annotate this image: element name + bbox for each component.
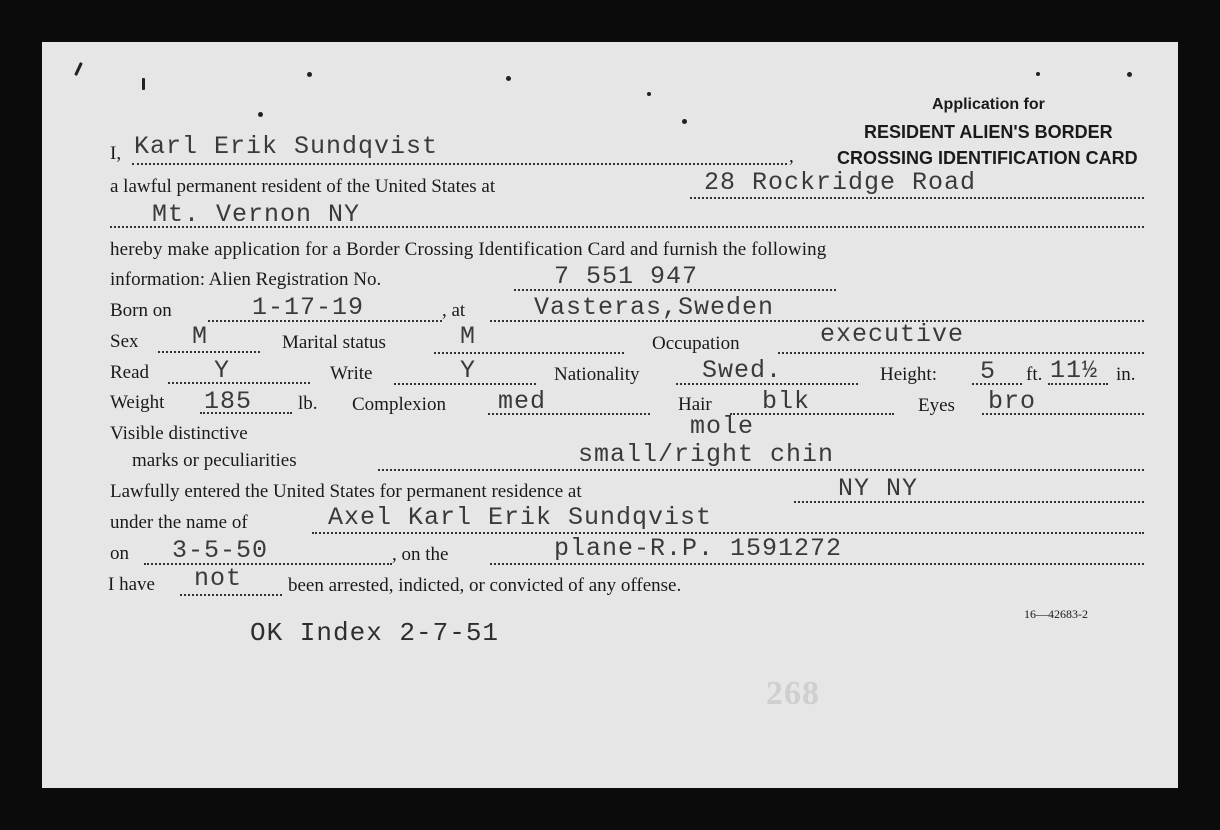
- scan-speck: [258, 112, 263, 117]
- index-note: OK Index 2-7-51: [250, 618, 500, 648]
- field-marital-status: M: [460, 322, 477, 351]
- label-marks: marks or peculiarities: [132, 450, 297, 471]
- dotted-line: [132, 163, 787, 165]
- dotted-line: [490, 563, 1144, 565]
- label-nationality: Nationality: [554, 364, 640, 385]
- faded-stamp: 268: [766, 675, 820, 712]
- scan-speck: [307, 72, 312, 77]
- label-marital-status: Marital status: [282, 332, 386, 353]
- label-sex: Sex: [110, 331, 139, 352]
- field-alien-reg-no: 7 551 947: [554, 262, 699, 291]
- field-address: 28 Rockridge Road: [704, 168, 977, 197]
- label-been-arrested: been arrested, indicted, or convicted of any offense.: [288, 575, 682, 596]
- field-sex: M: [192, 322, 209, 351]
- field-hair: blk: [762, 387, 811, 416]
- dotted-line: [690, 197, 1144, 199]
- header-crossing-card: CROSSING IDENTIFICATION CARD: [837, 148, 1138, 168]
- label-hair: Hair: [678, 394, 712, 415]
- label-comma: ,: [789, 146, 794, 167]
- label-eyes: Eyes: [918, 395, 955, 416]
- dotted-line: [778, 352, 1144, 354]
- field-entry-place: NY NY: [838, 474, 919, 503]
- field-nationality: Swed.: [702, 356, 783, 385]
- dotted-line: [158, 351, 260, 353]
- dotted-line: [394, 383, 536, 385]
- label-ft: ft.: [1026, 364, 1043, 385]
- dotted-line: [168, 382, 310, 384]
- label-i: I,: [110, 143, 122, 164]
- field-height-in: 11½: [1050, 356, 1099, 385]
- dotted-line: [200, 412, 292, 414]
- scan-speck: [142, 78, 145, 90]
- field-eyes: bro: [988, 387, 1037, 416]
- label-lawful-resident: a lawful permanent resident of the United States at: [110, 176, 496, 197]
- dotted-line: [144, 563, 392, 565]
- label-height: Height:: [880, 364, 937, 385]
- dotted-line: [794, 501, 1144, 503]
- scan-speck: [506, 76, 511, 81]
- field-birth-date: 1-17-19: [252, 293, 365, 322]
- label-hereby: hereby make application for a Border Crossing Identification Card and furnish the following: [110, 239, 827, 260]
- field-complexion: med: [498, 387, 547, 416]
- dotted-line: [514, 289, 836, 291]
- dotted-line: [110, 226, 1144, 228]
- field-height-ft: 5: [980, 357, 997, 386]
- label-read: Read: [110, 362, 150, 383]
- label-occupation: Occupation: [652, 333, 740, 354]
- field-birth-place: Vasteras,Sweden: [534, 293, 775, 322]
- dotted-line: [208, 320, 442, 322]
- field-occupation: executive: [820, 320, 965, 349]
- scan-speck: [1036, 72, 1040, 76]
- label-information: information: Alien Registration No.: [110, 269, 382, 290]
- label-write: Write: [330, 363, 373, 384]
- label-complexion: Complexion: [352, 394, 446, 415]
- label-under-name: under the name of: [110, 512, 248, 533]
- field-entry-date: 3-5-50: [172, 536, 269, 565]
- header-application-for: Application for: [932, 96, 1045, 113]
- dotted-line: [1048, 383, 1108, 385]
- field-weight: 185: [204, 387, 253, 416]
- field-entry-vessel: plane-R.P. 1591272: [554, 534, 843, 563]
- label-born-on: Born on: [110, 300, 172, 321]
- dotted-line: [180, 594, 282, 596]
- label-in: in.: [1116, 364, 1136, 385]
- field-entry-name: Axel Karl Erik Sundqvist: [328, 503, 713, 532]
- field-marks-above: mole: [690, 412, 755, 441]
- label-on-the: , on the: [392, 544, 449, 565]
- form-code: 16—42683-2: [1024, 607, 1088, 621]
- label-on: on: [110, 543, 129, 564]
- dotted-line: [490, 320, 1144, 322]
- scan-speck: [647, 92, 651, 96]
- field-write: Y: [460, 356, 477, 385]
- label-i-have: I have: [108, 574, 155, 595]
- field-marks: small/right chin: [578, 440, 835, 469]
- dotted-line: [982, 413, 1144, 415]
- label-lb: lb.: [298, 393, 318, 414]
- dotted-line: [730, 413, 894, 415]
- header-resident-alien: RESIDENT ALIEN'S BORDER: [864, 122, 1113, 142]
- application-card: [42, 42, 1178, 788]
- label-visible-distinctive: Visible distinctive: [110, 423, 248, 444]
- scan-speck: [74, 62, 83, 76]
- field-arrest-status: not: [194, 564, 243, 593]
- dotted-line: [434, 352, 624, 354]
- label-weight: Weight: [110, 392, 165, 413]
- label-at: , at: [442, 300, 466, 321]
- field-city: Mt. Vernon NY: [152, 200, 361, 229]
- scan-speck: [682, 119, 687, 124]
- scan-speck: [1127, 72, 1132, 77]
- label-lawfully-entered: Lawfully entered the United States for permanent residence at: [110, 481, 582, 502]
- field-read: Y: [214, 356, 231, 385]
- dotted-line: [378, 469, 1144, 471]
- dotted-line: [972, 383, 1022, 385]
- field-name: Karl Erik Sundqvist: [134, 132, 439, 161]
- dotted-line: [676, 383, 858, 385]
- dotted-line: [488, 413, 650, 415]
